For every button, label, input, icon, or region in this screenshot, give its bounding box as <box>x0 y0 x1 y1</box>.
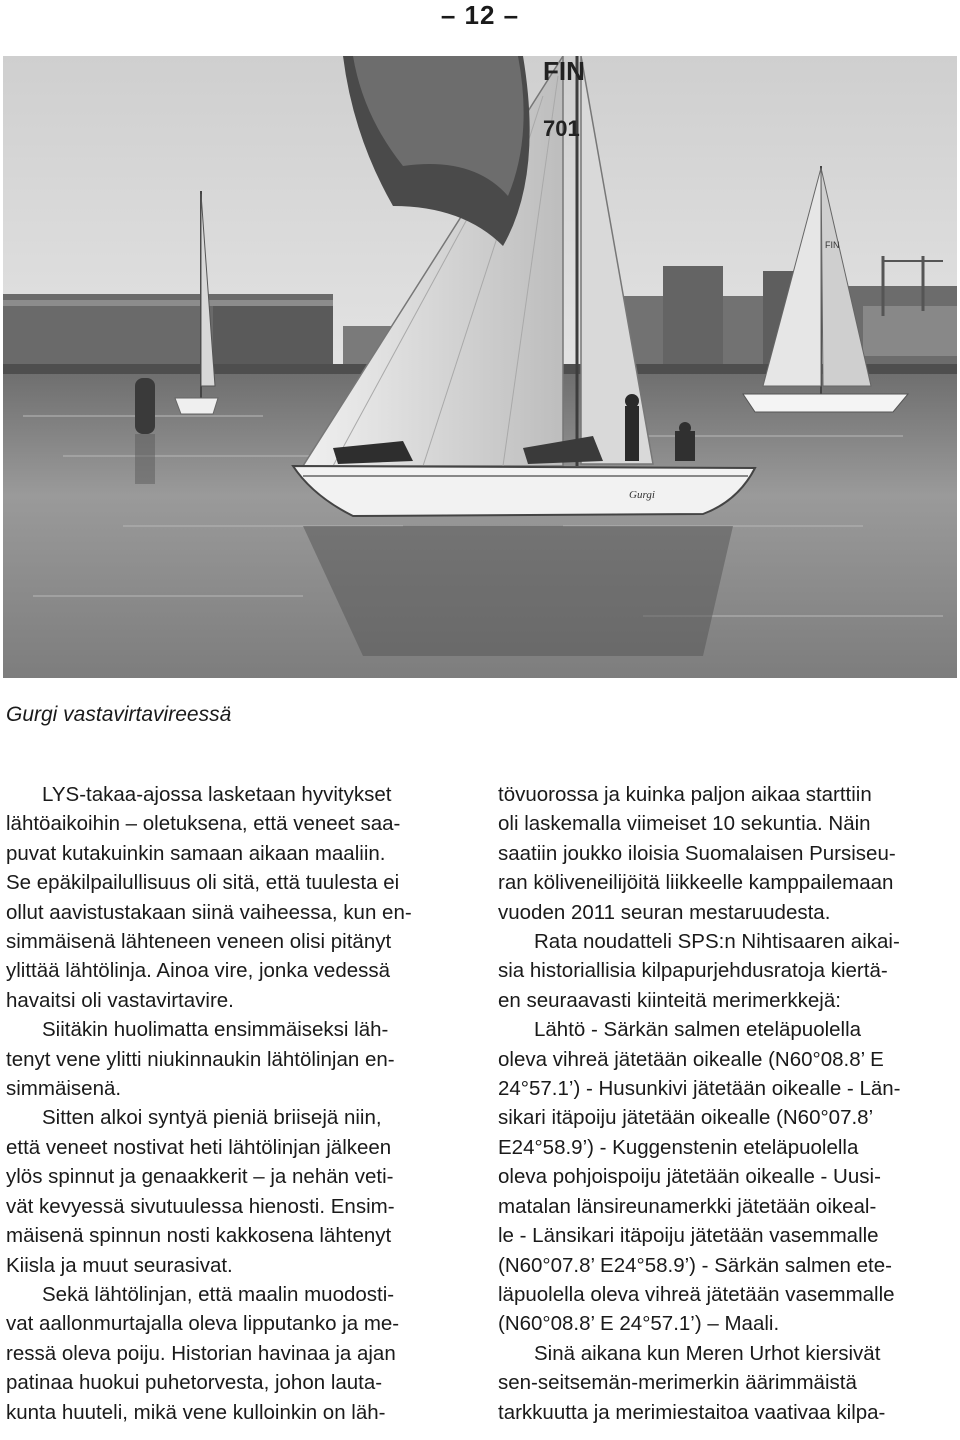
text-line: Kiisla ja muut seurasivat. <box>6 1253 233 1277</box>
sail-number-country: FIN <box>543 56 585 86</box>
text-line: tarkkuutta ja merimiestaitoa vaativaa kilpa- <box>498 1400 886 1424</box>
text-line: (N60°07.8’ E24°58.9’) - Särkän salmen ete- <box>498 1253 892 1277</box>
text-line: tövuorossa ja kuinka paljon aikaa starttiin <box>498 783 872 806</box>
text-line: vuoden 2011 seuran mestaruudesta. <box>498 900 831 924</box>
article-column-right <box>498 780 960 1427</box>
text-line: ran köliveneilijöitä liikkeelle kamppailemaan <box>498 871 894 895</box>
text-line: oleva pohjoispoiju jätetään oikealle - Uusi- <box>498 1165 881 1189</box>
text-line: patinaa huokui puhetorvesta, johon lauta- <box>6 1371 383 1395</box>
text-line: läpuolella oleva vihreä jätetään vasemmalle <box>498 1282 895 1306</box>
page-number: – 12 – <box>440 0 520 30</box>
text-line: Lähtö - Särkän salmen eteläpuolella <box>534 1018 862 1042</box>
text-line: sia historiallisia kilpapurjehdusratoja kiertä- <box>498 959 888 983</box>
text-line: mäisenä spinnun nosti kakkosena lähtenyt <box>6 1224 392 1248</box>
hull-name: Gurgi <box>629 489 655 501</box>
text-line: simmäisenä. <box>6 1077 122 1101</box>
text-line: Sekä lähtölinjan, että maalin muodosti- <box>42 1282 395 1306</box>
photo-caption: Gurgi vastavirtavireessä <box>6 703 232 726</box>
text-line: Rata noudatteli SPS:n Nihtisaaren aikai- <box>534 930 900 954</box>
text-line: ylös spinnut ja genaakkerit – ja nehän veti- <box>6 1165 394 1189</box>
sailboat-photo <box>3 56 957 678</box>
sail-number: 701 <box>543 116 580 141</box>
text-line: kunta huuteli, mikä vene kulloinkin on läh- <box>6 1400 386 1424</box>
text-line: LYS-takaa-ajossa lasketaan hyvitykset <box>42 783 392 806</box>
text-line: vat aallonmurtajalla oleva lipputanko ja me- <box>6 1312 400 1336</box>
text-line: vät kevyessä sivutuulessa hienosti. Ensim- <box>6 1194 395 1218</box>
right-sail-number: FIN <box>825 240 840 250</box>
text-line: matalan länsireunamerkki jätetään oikeal- <box>498 1194 877 1218</box>
text-line: Sinä aikana kun Meren Urhot kiersivät <box>534 1341 881 1365</box>
text-line: E24°58.9’) - Kuggenstenin eteläpuolella <box>498 1135 859 1159</box>
text-line: ollut aavistustakaan siinä vaiheessa, kun en- <box>6 900 412 924</box>
text-line: saatiin joukko iloisia Suomalaisen Pursiseu- <box>498 841 896 865</box>
article-column-left <box>6 780 468 1427</box>
text-line: ressä oleva poiju. Historian havinaa ja ajan <box>6 1341 396 1365</box>
text-line: sikari itäpoiju jätetään oikealle (N60°07.8’ <box>498 1106 874 1130</box>
text-line: ylittää lähtölinja. Ainoa vire, jonka vedessä <box>6 959 391 983</box>
text-line: oli laskemalla viimeiset 10 sekuntia. Näin <box>498 812 871 836</box>
text-line: oleva vihreä jätetään oikealle (N60°08.8’ E <box>498 1047 884 1071</box>
text-line: 24°57.1’) - Husunkivi jätetään oikealle - Län- <box>498 1077 901 1101</box>
buoy <box>135 378 155 484</box>
text-line: en seuraavasti kiinteitä merimerkkejä: <box>498 988 841 1012</box>
text-line: tenyt vene ylitti niukinnaukin lähtölinjan en- <box>6 1047 395 1071</box>
text-line: että veneet nostivat heti lähtölinjan jälkeen <box>6 1135 392 1159</box>
text-line: le - Länsikari itäpoiju jätetään vasemmalle <box>498 1224 879 1248</box>
text-line: (N60°08.8’ E 24°57.1’) – Maali. <box>498 1312 780 1336</box>
text-line: Siitäkin huolimatta ensimmäiseksi läh- <box>42 1018 389 1042</box>
text-line: puvat kutakuinkin samaan aikaan maaliin. <box>6 841 386 865</box>
text-line: Se epäkilpailullisuus oli sitä, että tuulesta ei <box>6 871 400 895</box>
text-line: havaitsi oli vastavirtavire. <box>6 988 234 1012</box>
text-line: simmäisenä lähteneen veneen olisi pitänyt <box>6 930 392 954</box>
text-line: sen-seitsemän-merimerkin äärimmäistä <box>498 1371 857 1395</box>
text-line: lähtöaikoihin – oletuksena, että veneet saa- <box>6 812 401 836</box>
text-line: Sitten alkoi syntyä pieniä briisejä niin, <box>42 1106 382 1130</box>
